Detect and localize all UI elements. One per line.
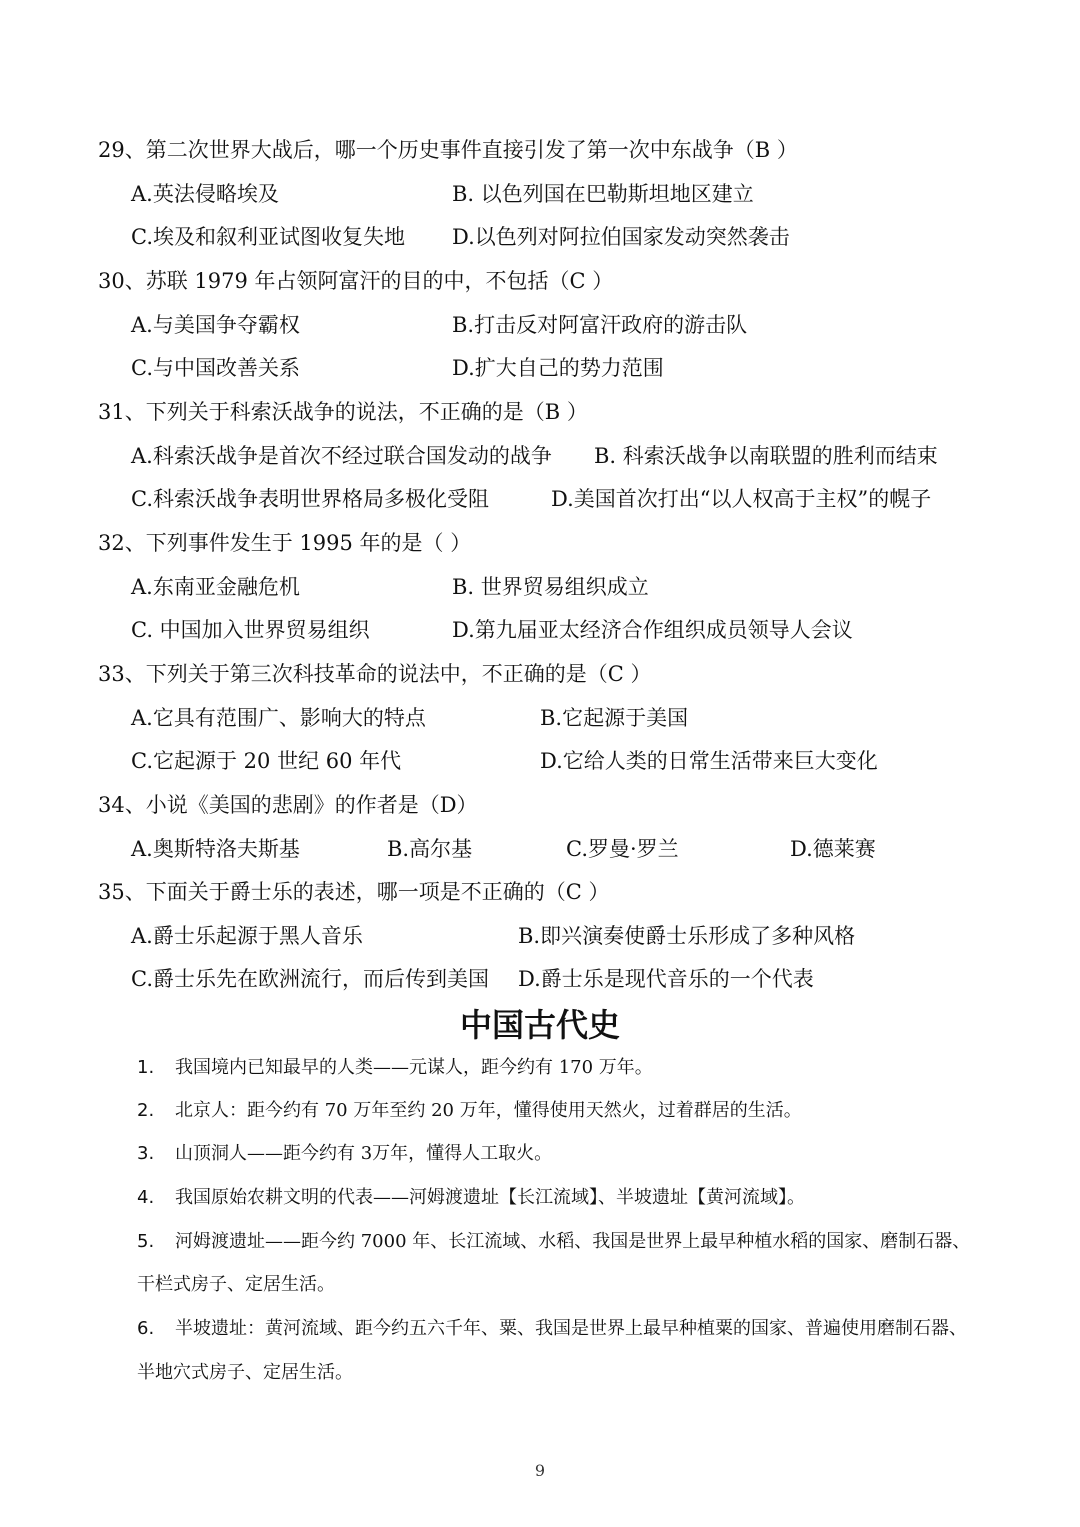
option-a: A.东南亚金融危机 [131,575,300,599]
list-item [137,1055,653,1081]
option-d: D.第九届亚太经济合作组织成员领导人会议 [452,618,853,642]
option-a: A.与美国争夺霸权 [131,313,300,337]
option-d: D.以色列对阿拉伯国家发动突然袭击 [452,225,790,249]
question-stem: 33、下列关于第三次科技革命的说法中，不正确的是（C ） [98,662,652,686]
option-d: D.扩大自己的势力范围 [452,356,664,380]
option-c: C.它起源于 20 世纪 60 年代 [131,749,402,773]
question-stem: 31、下列关于科索沃战争的说法，不正确的是（B ） [98,400,588,424]
list-item-number: 5. [137,1231,155,1252]
question-stem: 35、下面关于爵士乐的表述，哪一项是不正确的（C ） [98,880,610,904]
option-b: B. 科索沃战争以南联盟的胜利而结束 [594,444,938,468]
list-item-number: 1. [137,1057,155,1078]
option-b: B.打击反对阿富汗政府的游击队 [452,313,748,337]
option-d: D.它给人类的日常生活带来巨大变化 [540,749,878,773]
list-item-number: 3. [137,1143,155,1164]
list-item [137,1229,970,1255]
question-stem: 32、下列事件发生于 1995 年的是（ ） [98,531,472,555]
option-d: D.美国首次打出“以人权高于主权”的幌子 [551,487,932,511]
option-a: A.科索沃战争是首次不经过联合国发动的战争 [131,444,552,468]
list-item [137,1098,802,1124]
option-d: D.爵士乐是现代音乐的一个代表 [518,967,814,991]
question-stem: 30、苏联 1979 年占领阿富汗的目的中，不包括（C ） [98,269,614,293]
option-b: B. 以色列国在巴勒斯坦地区建立 [452,182,754,206]
page-number: 9 [534,1461,546,1480]
option-b: B.高尔基 [387,837,473,861]
option-c: C.与中国改善关系 [131,356,300,380]
option-a: A.爵士乐起源于黑人音乐 [131,924,363,948]
option-c: C.爵士乐先在欧洲流行，而后传到美国 [131,967,489,991]
option-b: B.即兴演奏使爵士乐形成了多种风格 [518,924,856,948]
option-b: B.它起源于美国 [540,706,689,730]
list-item-text: 我国原始农耕文明的代表——河姆渡遗址【长江流域】、半坡遗址【黄河流域】。 [175,1187,805,1208]
option-b: B. 世界贸易组织成立 [452,575,649,599]
list-item-text: 半坡遗址：黄河流域、距今约五六千年、粟、我国是世界上最早种植粟的国家、普遍使用磨制石器、 [175,1318,967,1339]
section-title: 中国古代史 [459,1006,620,1044]
option-a: A.它具有范围广、影响大的特点 [131,706,426,730]
list-item-number: 2. [137,1100,155,1121]
list-item [137,1316,967,1342]
list-item-text: 我国境内已知最早的人类——元谋人，距今约有 170 万年。 [175,1057,653,1078]
option-a: A.奥斯特洛夫斯基 [131,837,300,861]
option-c: C.科索沃战争表明世界格局多极化受阻 [131,487,489,511]
question-stem: 34、小说《美国的悲剧》的作者是（D） [98,793,478,817]
list-item-text: 北京人：距今约有 70 万年至约 20 万年，懂得使用天然火，过着群居的生活。 [175,1100,802,1121]
list-item-continuation: 半地穴式房子、定居生活。 [137,1362,353,1383]
list-item [137,1141,552,1167]
option-c: C.埃及和叙利亚试图收复失地 [131,225,405,249]
list-item [137,1185,805,1211]
list-item-number: 6. [137,1318,155,1339]
question-stem: 29、第二次世界大战后，哪一个历史事件直接引发了第一次中东战争（B ） [98,138,798,162]
list-item-number: 4. [137,1187,155,1208]
option-a: A.英法侵略埃及 [131,182,279,206]
option-d: D.德莱赛 [790,837,876,861]
list-item-text: 河姆渡遗址——距今约 7000 年、长江流域、水稻、我国是世界上最早种植水稻的国家、磨制石器、 [175,1231,971,1252]
option-c: C. 中国加入世界贸易组织 [131,618,370,642]
option-c: C.罗曼·罗兰 [566,837,679,861]
list-item-text: 山顶洞人——距今约有 3万年，懂得人工取火。 [175,1143,553,1164]
list-item-continuation: 干栏式房子、定居生活。 [137,1274,335,1295]
